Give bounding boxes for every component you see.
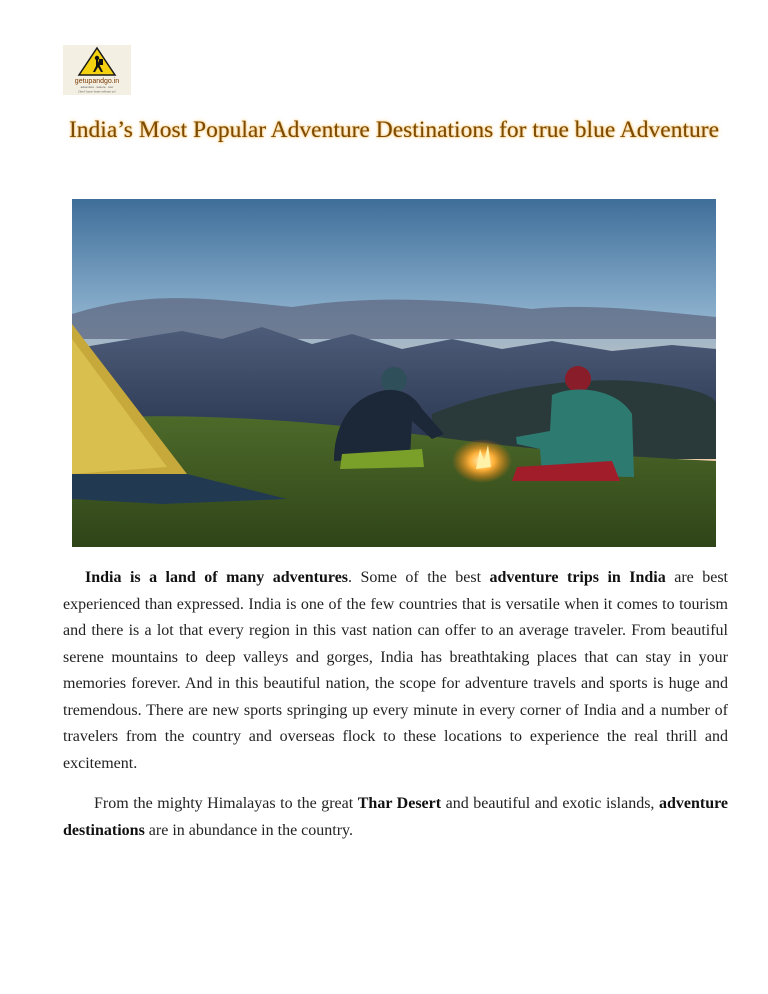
svg-text:adventure · leisure · tour: adventure · leisure · tour (80, 85, 114, 89)
svg-text:Don't leave home without us!: Don't leave home without us! (78, 89, 116, 94)
svg-text:getupandgo.in: getupandgo.in (74, 78, 120, 85)
hiker-warning-sign-icon (63, 45, 131, 95)
page-title: India’s Most Popular Adventure Destinations for true blue Adventure (68, 117, 720, 143)
bold-phrase-land-of-adventures: India is a land of many adventures (85, 569, 349, 586)
bold-phrase-adventure-trips: adventure trips in India (489, 569, 666, 586)
intro-paragraph (63, 565, 728, 777)
paragraph-text: . Some of the best (348, 569, 490, 586)
hero-photo-campfire (72, 199, 716, 547)
destinations-paragraph (63, 791, 728, 844)
paragraph-text: are in abundance in the country. (144, 821, 354, 839)
site-logo (63, 45, 131, 95)
paragraph-text: From the mighty Himalayas to the great (94, 795, 358, 812)
bold-phrase-thar-desert: Thar Desert (357, 795, 442, 812)
paragraph-text: and beautiful and exotic islands, (441, 795, 659, 812)
bold-phrase-adventure-destinations: adventure destinations (63, 795, 729, 839)
paragraph-text: are best experienced than expressed. India is one of the few countries that is versatile when it comes to tourism and there is a lot that every region in this vast nation can offer to an average traveler. From beautiful serene mountains to deep valleys and gorges, India has breathtaking places that can stay in your memories forever. And in this beautiful nation, the scope for adventure travels and sports is huge and tremendous. There are new sports springing up every minute in every corner of India and a number of travelers from the country and overseas flock to these locations to experience the real thrill and excitement. (63, 569, 728, 772)
